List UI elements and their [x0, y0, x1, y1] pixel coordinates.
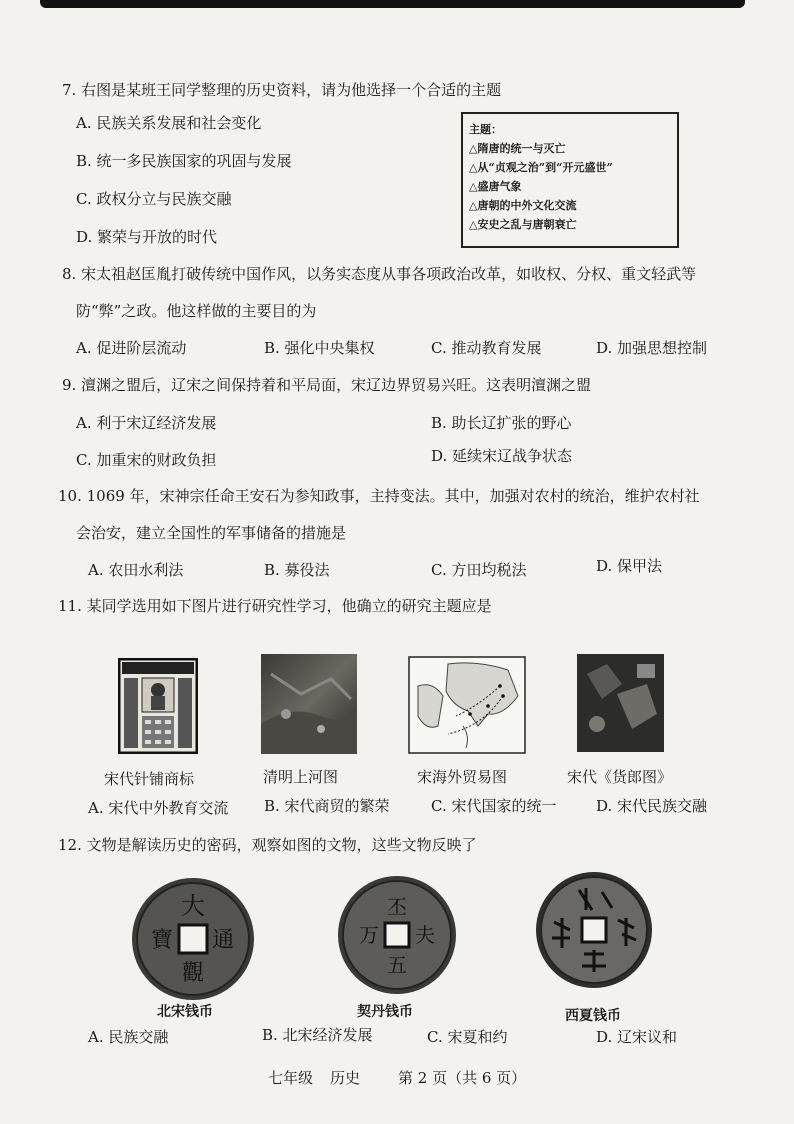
q12-option-b: B. 北宋经济发展 — [262, 1026, 373, 1044]
q7-option-a: A. 民族关系发展和社会变化 — [76, 114, 262, 132]
q12-option-c: C. 宋夏和约 — [427, 1028, 508, 1046]
q11-option-a: A. 宋代中外教育交流 — [88, 799, 229, 817]
q7-theme-box — [461, 112, 679, 248]
q11-stem: 11. 某同学选用如下图片进行研究性学习，他确立的研究主题应是 — [58, 597, 492, 615]
q7-option-c: C. 政权分立与民族交融 — [76, 190, 232, 208]
q12-caption-3: 西夏钱币 — [565, 1008, 621, 1024]
q7-box-item: △隋唐的统一与灭亡 — [469, 142, 566, 155]
q10-option-d: D. 保甲法 — [596, 557, 663, 575]
peddler-painting-image — [577, 654, 664, 752]
svg-text:丕: 丕 — [387, 895, 407, 919]
q10-option-c: C. 方田均税法 — [431, 561, 527, 579]
q7-box-item: △盛唐气象 — [469, 180, 522, 193]
q7-box-title: 主题： — [469, 123, 502, 136]
western-xia-coin-image — [534, 870, 654, 990]
q10-option-b: B. 募役法 — [264, 561, 330, 579]
q10-option-a: A. 农田水利法 — [88, 561, 184, 579]
q8-option-d: D. 加强思想控制 — [596, 339, 708, 357]
needle-shop-trademark-image — [118, 658, 198, 754]
q12-stem: 12. 文物是解读历史的密码，观察如图的文物，这些文物反映了 — [58, 836, 477, 854]
svg-text:通: 通 — [211, 928, 235, 953]
q9-option-d: D. 延续宋辽战争状态 — [431, 447, 573, 465]
q8-option-a: A. 促进阶层流动 — [76, 339, 187, 357]
footer-subject: 历史 — [330, 1069, 361, 1087]
q11-option-d: D. 宋代民族交融 — [596, 797, 708, 815]
overseas-trade-map-image — [408, 656, 526, 754]
page-top-edge — [40, 0, 745, 8]
q7-box-item: △从“贞观之治”到“开元盛世” — [469, 161, 613, 174]
q11-caption-2: 清明上河图 — [263, 768, 339, 786]
q12-caption-2: 契丹钱币 — [357, 1004, 413, 1020]
q11-option-c: C. 宋代国家的统一 — [431, 797, 557, 815]
q7-option-b: B. 统一多民族国家的巩固与发展 — [76, 152, 292, 170]
q12-caption-1: 北宋钱币 — [157, 1004, 213, 1020]
svg-text:大: 大 — [181, 892, 205, 920]
q9-stem: 9. 澶渊之盟后，辽宋之间保持着和平局面，宋辽边界贸易兴旺。这表明澶渊之盟 — [62, 376, 592, 394]
q9-option-c: C. 加重宋的财政负担 — [76, 451, 217, 469]
qingming-painting-image — [261, 654, 357, 754]
q8-option-b: B. 强化中央集权 — [264, 339, 375, 357]
q10-stem-line1: 10. 1069 年，宋神宗任命王安石为参知政事，主持变法。其中，加强对农村的统治，维护农村社 — [58, 487, 700, 505]
q7-stem: 7. 右图是某班王同学整理的历史资料，请为他选择一个合适的主题 — [62, 81, 502, 99]
svg-text:寶: 寶 — [150, 928, 174, 953]
footer-page-number: 第 2 页（共 6 页） — [398, 1069, 527, 1087]
svg-text:五: 五 — [387, 953, 407, 977]
q8-option-c: C. 推动教育发展 — [431, 339, 542, 357]
q10-stem-line2: 会治安，建立全国性的军事储备的措施是 — [76, 524, 347, 542]
footer-grade: 七年级 — [268, 1069, 314, 1087]
q9-option-a: A. 利于宋辽经济发展 — [76, 414, 217, 432]
svg-text:万: 万 — [359, 923, 379, 947]
q11-caption-4: 宋代《货郎图》 — [567, 768, 673, 786]
khitan-coin-image — [336, 874, 458, 996]
q12-option-d: D. 辽宋议和 — [596, 1028, 678, 1046]
q11-caption-3: 宋海外贸易图 — [417, 768, 508, 786]
q11-option-b: B. 宋代商贸的繁荣 — [264, 797, 390, 815]
q12-option-a: A. 民族交融 — [88, 1028, 169, 1046]
q9-option-b: B. 助长辽扩张的野心 — [431, 414, 572, 432]
q7-box-item: △唐朝的中外文化交流 — [469, 199, 577, 212]
q7-box-item: △安史之乱与唐朝衰亡 — [469, 218, 577, 231]
q11-caption-1: 宋代针铺商标 — [104, 770, 195, 788]
q7-option-d: D. 繁荣与开放的时代 — [76, 228, 218, 246]
svg-text:夫: 夫 — [415, 923, 435, 947]
northern-song-coin-image — [130, 876, 256, 1002]
q8-stem-line1: 8. 宋太祖赵匡胤打破传统中国作风，以务实态度从事各项政治改革，如收权、分权、重文轻武等 — [62, 265, 697, 283]
q8-stem-line2: 防“弊”之政。他这样做的主要目的为 — [76, 302, 317, 320]
svg-text:觀: 觀 — [181, 961, 205, 986]
